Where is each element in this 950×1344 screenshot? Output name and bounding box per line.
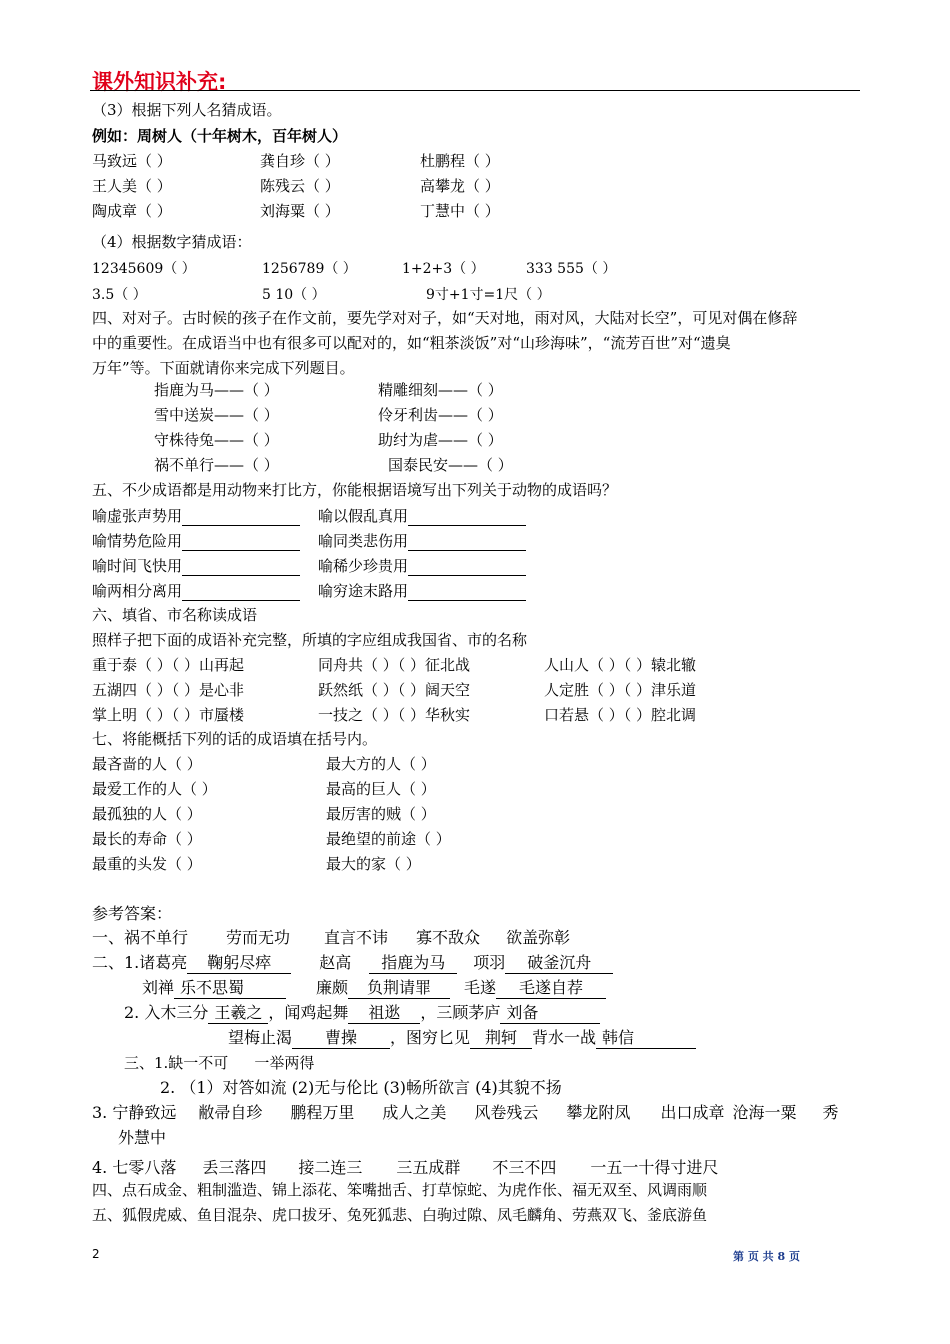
answers-line2: 二、1.诸葛亮 鞠躬尽瘁 赵高 指鹿为马 项羽 破釜沉舟 bbox=[92, 953, 613, 974]
answers-line6: 三、1.缺一不可 一举两得 bbox=[124, 1054, 315, 1072]
sec4-row1-c1: 12345609（ ） bbox=[92, 261, 196, 277]
sec3-row2-c1: 王人美（ ） bbox=[92, 177, 172, 195]
answers-line3: 刘禅 乐不思蜀 廉颇 负荆请罪 毛遂 毛遂自荐 bbox=[142, 978, 606, 999]
sec3-row2-c2: 陈残云（ ） bbox=[260, 177, 340, 195]
sec3-row1-c2: 龚自珍（ ） bbox=[260, 152, 340, 170]
answer-blank[interactable] bbox=[182, 509, 300, 526]
page-info: 第 页 共 8 页 bbox=[733, 1250, 800, 1263]
answers-line7: 2. （1）对答如流 (2)无与伦比 (3)畅所欲言 (4)其貌不扬 bbox=[160, 1078, 562, 1097]
part4-para-line1: 四、对对子。古时候的孩子在作文前，要先学对对子，如“天对地，雨对风，大陆对长空”，可见对偶在修辞 bbox=[92, 309, 798, 327]
answers-line11: 五、狐假虎威、鱼目混杂、虎口拔牙、兔死狐悲、白驹过隙、凤毛麟角、劳燕双飞、釜底游鱼 bbox=[92, 1206, 708, 1224]
sec4-row1-c3: 1+2+3（ ） bbox=[402, 261, 485, 277]
part6-row3-c2: 一技之（ ）（ ）华秋实 bbox=[318, 706, 471, 724]
part5-row4-c1: 喻两相分离用 bbox=[92, 581, 300, 601]
part6-row2-c2: 跃然纸（ ）（ ）阔天空 bbox=[318, 681, 471, 699]
sec3-row3-c2: 刘海粟（ ） bbox=[260, 202, 340, 220]
part6-row2-c1: 五湖四（ ）（ ）是心非 bbox=[92, 681, 245, 699]
sec4-heading: （4）根据数字猜成语： bbox=[92, 233, 252, 251]
part4-row3-c2: 助纣为虐——（ ） bbox=[378, 431, 503, 449]
part5-row2-c1: 喻情势危险用 bbox=[92, 531, 300, 551]
part4-row4-c1: 祸不单行——（ ） bbox=[154, 456, 279, 474]
answer-blank[interactable] bbox=[408, 584, 526, 601]
answers-line5: 望梅止渴 曹操 ，图穷匕见 荆轲 背水一战 韩信 bbox=[228, 1028, 696, 1049]
sec3-row1-c3: 杜鹏程（ ） bbox=[420, 152, 500, 170]
part5-row3-c2: 喻稀少珍贵用 bbox=[318, 556, 526, 576]
part7-row2-c2: 最高的巨人（ ） bbox=[326, 780, 436, 798]
part5-row1-c1: 喻虚张声势用 bbox=[92, 506, 300, 526]
part6-intro: 照样子把下面的成语补充完整，所填的字应组成我国省、市的名称 bbox=[92, 631, 528, 649]
sec4-row2-c1: 3.5（ ） bbox=[92, 287, 147, 303]
header-rule bbox=[90, 90, 860, 91]
part5-row3-c1: 喻时间飞快用 bbox=[92, 556, 300, 576]
section-title: 课外知识补充: bbox=[92, 70, 227, 94]
part4-row1-c2: 精雕细刻——（ ） bbox=[378, 381, 503, 399]
part4-para-line2: 中的重要性。在成语当中也有很多可以配对的，如“粗茶淡饭”对“山珍海味”，“流芳百世”对“遗臭 bbox=[92, 334, 731, 352]
part4-para-line3: 万年”等。下面就请你来完成下列题目。 bbox=[92, 359, 355, 377]
part4-row2-c1: 雪中送炭——（ ） bbox=[154, 406, 279, 424]
sec4-row1-c4: 333 555（ ） bbox=[526, 261, 617, 277]
sec4-row2-c2: 5 10（ ） bbox=[262, 287, 326, 303]
page-number: 2 bbox=[92, 1247, 100, 1261]
part7-row2-c1: 最爱工作的人（ ） bbox=[92, 780, 217, 798]
answer-blank[interactable] bbox=[182, 559, 300, 576]
answer-blank[interactable] bbox=[408, 559, 526, 576]
answers-line8-cont: 外慧中 bbox=[118, 1128, 167, 1147]
part7-row3-c1: 最孤独的人（ ） bbox=[92, 805, 202, 823]
part4-row2-c2: 伶牙利齿——（ ） bbox=[378, 406, 503, 424]
part6-row1-c2: 同舟共（ ）（ ）征北战 bbox=[318, 656, 471, 674]
part7-row5-c2: 最大的家（ ） bbox=[326, 855, 421, 873]
sec3-row2-c3: 高攀龙（ ） bbox=[420, 177, 500, 195]
part6-row2-c3: 人定胜（ ）（ ）津乐道 bbox=[544, 681, 697, 699]
part7-row5-c1: 最重的头发（ ） bbox=[92, 855, 202, 873]
sec3-row1-c1: 马致远（ ） bbox=[92, 152, 172, 170]
answers-line9: 4. 七零八落 丢三落四 接二连三 三五成群 不三不四 一五一十得寸进尺 bbox=[92, 1158, 719, 1177]
answers-title: 参考答案： bbox=[92, 904, 173, 923]
sec3-heading: （3）根据下列人名猜成语。 bbox=[92, 101, 282, 119]
part6-row1-c3: 人山人（ ）（ ）辕北辙 bbox=[544, 656, 697, 674]
part7-row1-c1: 最吝啬的人（ ） bbox=[92, 755, 202, 773]
part5-row1-c2: 喻以假乱真用 bbox=[318, 506, 526, 526]
part7-heading: 七、将能概括下列的话的成语填在括号内。 bbox=[92, 730, 378, 748]
sec4-row2-c3: 9寸+1寸=1尺（ ） bbox=[426, 287, 551, 303]
answers-line10: 四、点石成金、粗制滥造、锦上添花、笨嘴拙舌、打草惊蛇、为虎作伥、福无双至、风调雨顺 bbox=[92, 1181, 708, 1199]
part4-row4-c2: 国泰民安——（ ） bbox=[388, 456, 513, 474]
sec3-row3-c3: 丁慧中（ ） bbox=[420, 202, 500, 220]
sec4-row1-c2: 1256789（ ） bbox=[262, 261, 357, 277]
part5-row2-c2: 喻同类悲伤用 bbox=[318, 531, 526, 551]
part4-row1-c1: 指鹿为马——（ ） bbox=[154, 381, 279, 399]
part7-row4-c1: 最长的寿命（ ） bbox=[92, 830, 202, 848]
part5-row4-c2: 喻穷途末路用 bbox=[318, 581, 526, 601]
answer-blank[interactable] bbox=[182, 584, 300, 601]
answers-line1: 一、祸不单行 劳而无功 直言不讳 寡不敌众 欲盖弥彰 bbox=[92, 928, 571, 947]
part5-heading: 五、不少成语都是用动物来打比方，你能根据语境写出下列关于动物的成语吗？ bbox=[92, 481, 618, 499]
sec3-row3-c1: 陶成章（ ） bbox=[92, 202, 172, 220]
answer-blank[interactable] bbox=[408, 534, 526, 551]
part4-row3-c1: 守株待兔——（ ） bbox=[154, 431, 279, 449]
part7-row4-c2: 最绝望的前途（ ） bbox=[326, 830, 451, 848]
answers-line4: 2. 入木三分 王羲之 ，闻鸡起舞 祖逖 ，三顾茅庐 刘备 bbox=[124, 1003, 600, 1024]
answer-blank[interactable] bbox=[408, 509, 526, 526]
part6-row3-c1: 掌上明（ ）（ ）市蜃楼 bbox=[92, 706, 245, 724]
part6-heading: 六、填省、市名称读成语 bbox=[92, 606, 258, 624]
part6-row3-c3: 口若悬（ ）（ ）腔北调 bbox=[544, 706, 697, 724]
answer-blank[interactable] bbox=[182, 534, 300, 551]
part7-row3-c2: 最厉害的贼（ ） bbox=[326, 805, 436, 823]
sec3-example: 例如：周树人（十年树木，百年树人） bbox=[92, 127, 348, 145]
part7-row1-c2: 最大方的人（ ） bbox=[326, 755, 436, 773]
answers-line8: 3. 宁静致远 敝帚自珍 鹏程万里 成人之美 风卷残云 攀龙附凤 出口成章 沧海一粟 秀 bbox=[92, 1103, 839, 1122]
part6-row1-c1: 重于泰（ ）（ ）山再起 bbox=[92, 656, 245, 674]
